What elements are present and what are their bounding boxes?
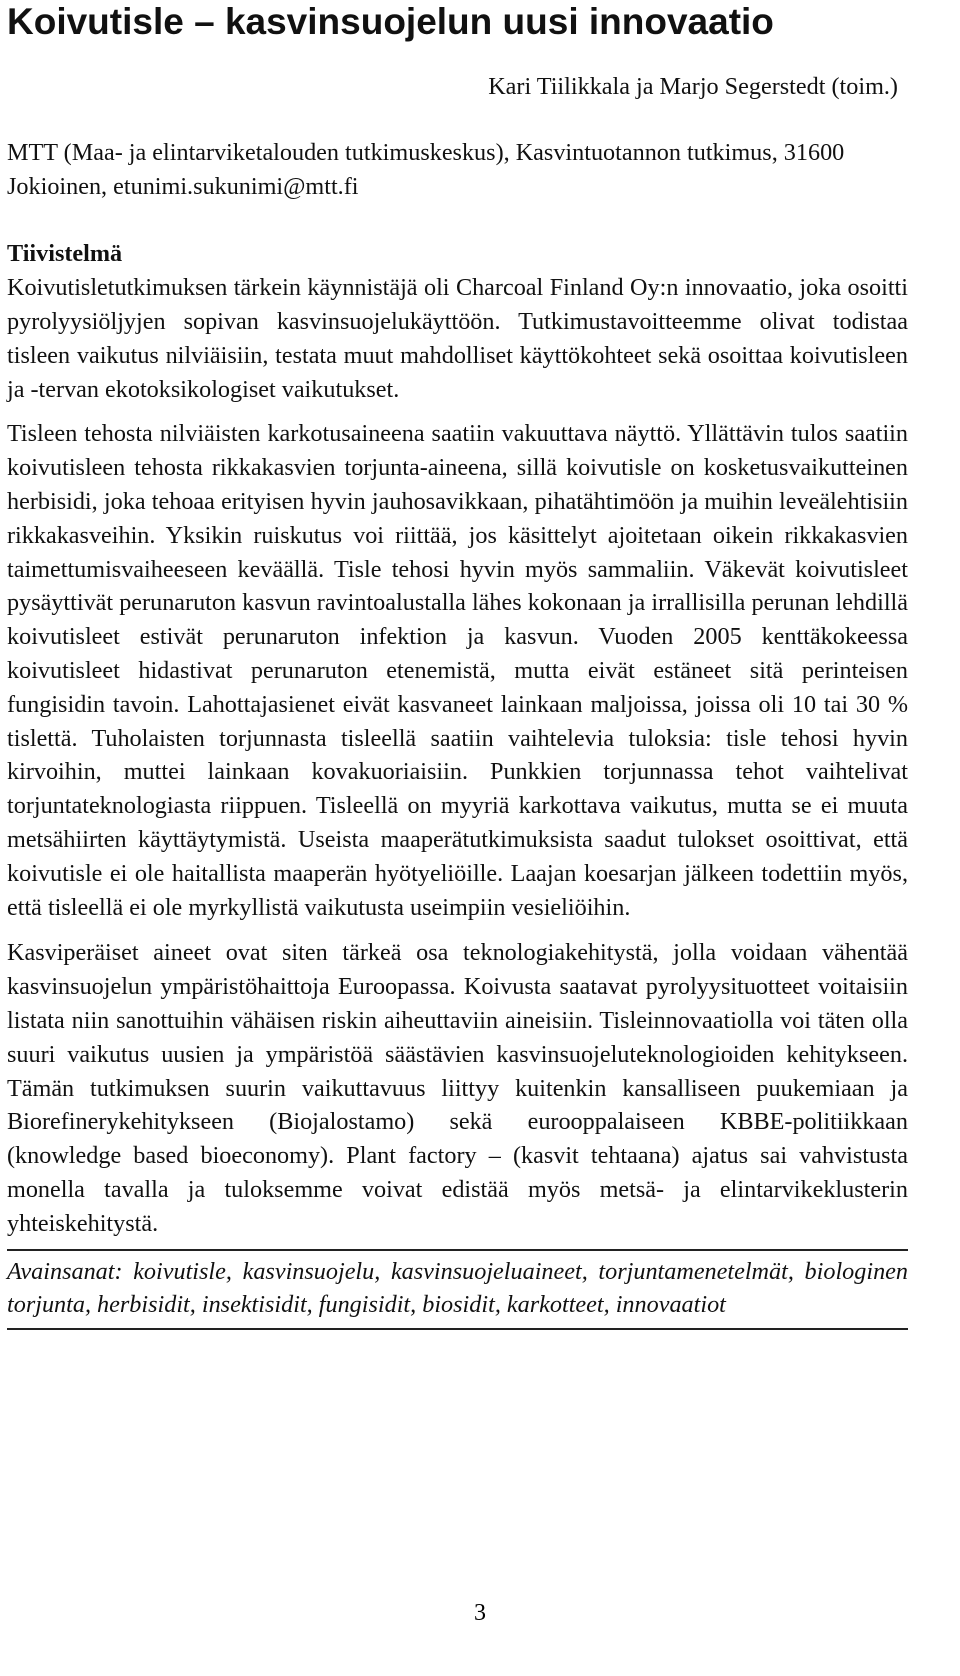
keywords: Avainsanat: koivutisle, kasvinsuojelu, kasvinsuojeluaineet, torjuntamenetelmät, biologinen torjunta, herbisidit, insektisidit, fungisidit, biosidit, karkotteet, innovaatiot: [7, 1249, 908, 1331]
abstract-paragraph-3: Kasviperäiset aineet ovat siten tärkeä osa teknologiakehitystä, jolla voidaan vähentää kasvinsuojelun ympäristöhaittoja Euroopassa. Koivusta saatavat pyrolyysituotteet voitaisiin listata niin sanottuihin vähäisen riskin aiheuttaviin aineisiin. Tisleinnovaatiolla voi täten olla suuri vaikutus uusien ja ympäristöä säästävien kasvinsuojeluteknologioiden kehitykseen. Tämän tutkimuksen suurin vaikuttavuus liittyy kuitenkin kansalliseen puukemiaan ja Biorefinerykehitykseen (Biojalostamo) sekä eurooppalaiseen KBBE-politiikkaan (knowledge based bioeconomy). Plant factory – (kasvit tehtaana) ajatus sai vahvistusta monella tavalla ja tuloksemme voivat edistää myös metsä- ja elintarvikeklusterin yhteiskehitystä.: [7, 939, 908, 1237]
abstract-heading: Tiivistelmä: [7, 240, 123, 268]
page-number: 3: [474, 1600, 486, 1626]
abstract-paragraph-1: Koivutisletutkimuksen tärkein käynnistäjä oli Charcoal Finland Oy:n innovaatio, joka osoitti pyrolyysiöljyjen sopivan kasvinsuojelukäyttöön. Tutkimustavoitteemme olivat todistaa tisleen vaikutus nilviäisiin, testata muut mahdolliset käyttökohteet sekä osoittaa koivutisleen ja -tervan ekotoksikologiset vaikutukset.: [7, 274, 908, 403]
abstract-paragraph-2: Tisleen tehosta nilviäisten karkotusaineena saatiin vakuuttava näyttö. Yllättävin tulos saatiin koivutisleen tehosta rikkakasvien torjunta-aineena, sillä koivutisle on kosketusvaikutteinen herbisidi, joka tehoaa erityisen hyvin jauhosavikkaan, pihatähtimöön ja muihin leveälehtisiin rikkakasveihin. Yksikin ruiskutus voi riittää, jos käsittelyt ajoitetaan oikein rikkakasvien taimettumisvaiheeseen keväällä. Tisle tehosi hyvin myös sammaliin. Väkevät koivutisleet pysäyttivät perunaruton kasvun ravintoalustalla lähes kokonaan ja irrallisilla perunan lehdillä koivutisleet estivät perunaruton infektion ja kasvun. Vuoden 2005 kenttäkokeessa koivutisleet hidastivat perunaruton etenemistä, mutta eivät estäneet sitä perinteisen fungisidin tavoin. Lahottajasienet eivät kasvaneet lainkaan maljoissa, joissa oli 10 tai 30 % tislettä. Tuholaisten torjunnasta tisleellä saatiin vaihtelevia tuloksia: tisle tehosi hyvin kirvoihin, muttei lainkaan kovakuoriaisiin. Punkkien torjunnassa tehot vaihtelivat torjuntateknologiasta riippuen. Tisleellä on myyriä karkottava vaikutus, mutta se ei muuta metsähiirten käyttäytymistä. Useista maaperätutkimuksista saadut tulokset osoittivat, että koivutisle ei ole haitallista maaperän hyötyeliöille. Laajan koesarjan jälkeen todettiin myös, että tisleellä ei ole myrkyllistä vaikutusta useimpiin vesieliöihin.: [7, 420, 908, 921]
document-title: Koivutisle – kasvinsuojelun uusi innovaatio: [7, 1, 774, 42]
affiliation: MTT (Maa- ja elintarviketalouden tutkimuskeskus), Kasvintuotannon tutkimus, 31600 Jokioinen, etunimi.sukunimi@mtt.fi: [7, 138, 845, 200]
editors-line: Kari Tiilikkala ja Marjo Segerstedt (toim.): [488, 73, 898, 100]
